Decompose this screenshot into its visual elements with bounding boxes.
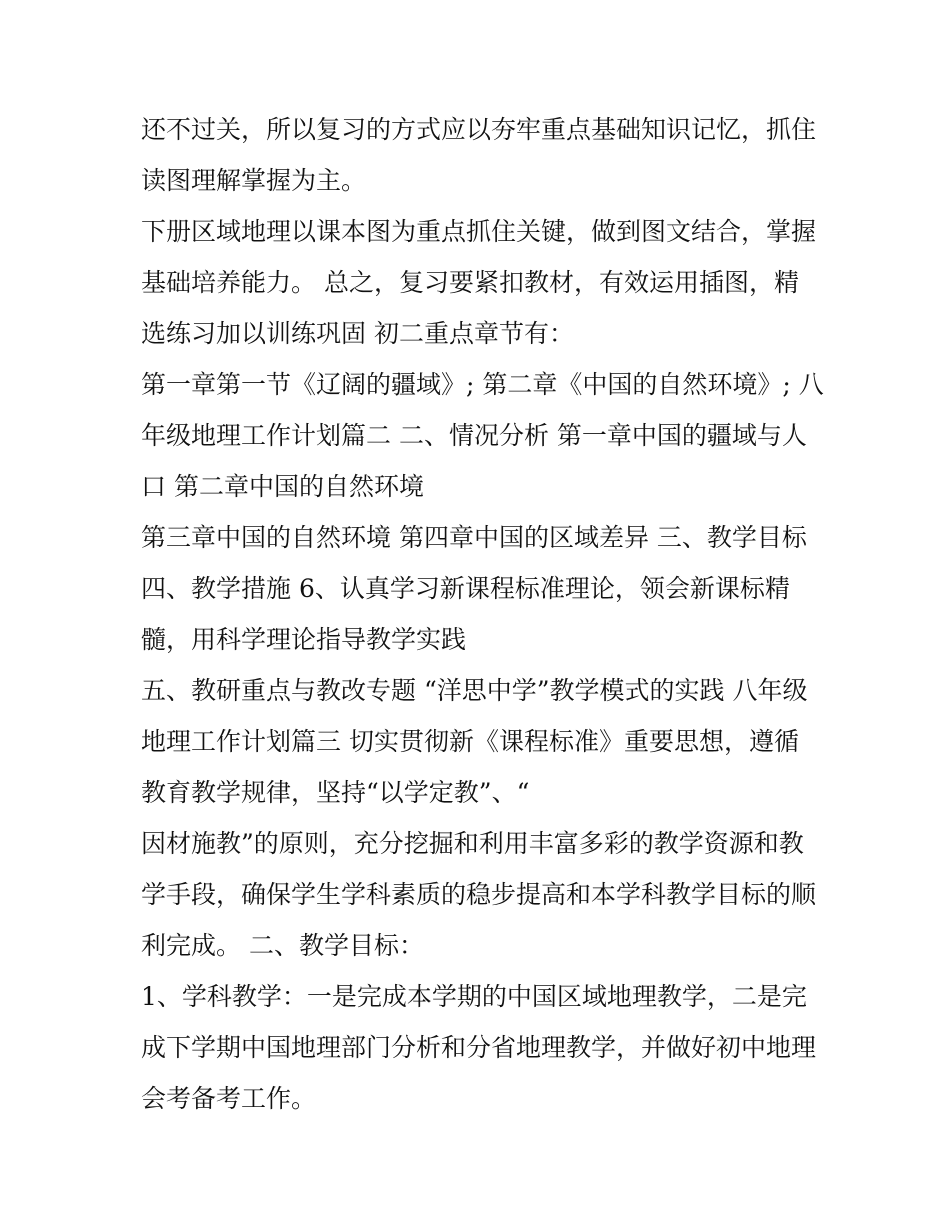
text-line: 髓，用科学理论指导教学实践 [141,625,467,654]
text-line: 成下学期中国地理部门分析和分省地理教学，并做好初中地理 [141,1033,817,1062]
text-line: 基础培养能力。 总之，复习要紧扣教材，有效运用插图，精 [141,268,799,297]
text-line: 会考备考工作。 [141,1084,317,1113]
text-line: 1、学科教学：一是完成本学期的中国区域地理教学，二是完 [141,982,807,1011]
text-line: 因材施教”的原则，充分挖掘和利用丰富多彩的教学资源和教 [141,829,804,858]
text-line: 地理工作计划篇三 切实贯彻新《课程标准》重要思想，遵循 [141,727,799,756]
text-line: 选练习加以训练巩固 初二重点章节有： [141,319,574,348]
text-line: 利完成。 二、教学目标： [141,931,424,960]
text-line: 第三章中国的自然环境 第四章中国的区域差异 三、教学目标 [141,523,807,552]
text-line: 第一章第一节《辽阔的疆域》; 第二章《中国的自然环境》; 八 [141,370,824,399]
text-line: 年级地理工作计划篇二 二、情况分析 第一章中国的疆域与人 [141,421,807,450]
text-line: 下册区域地理以课本图为重点抓住关键，做到图文结合，掌握 [141,217,817,246]
text-line: 五、教研重点与教改专题 “洋思中学”教学模式的实践 八年级 [141,676,808,705]
body-text [141,104,831,1124]
text-line: 学手段，确保学生学科素质的稳步提高和本学科教学目标的顺 [141,880,817,909]
text-line: 教育教学规律，坚持“以学定教”、“ [141,778,530,807]
text-line: 四、教学措施 6、认真学习新课程标准理论，领会新课标精 [141,574,790,603]
text-line: 还不过关，所以复习的方式应以夯牢重点基础知识记忆，抓住 [141,115,817,144]
text-line: 读图理解掌握为主。 [141,166,367,195]
text-line: 口 第二章中国的自然环境 [141,472,424,501]
